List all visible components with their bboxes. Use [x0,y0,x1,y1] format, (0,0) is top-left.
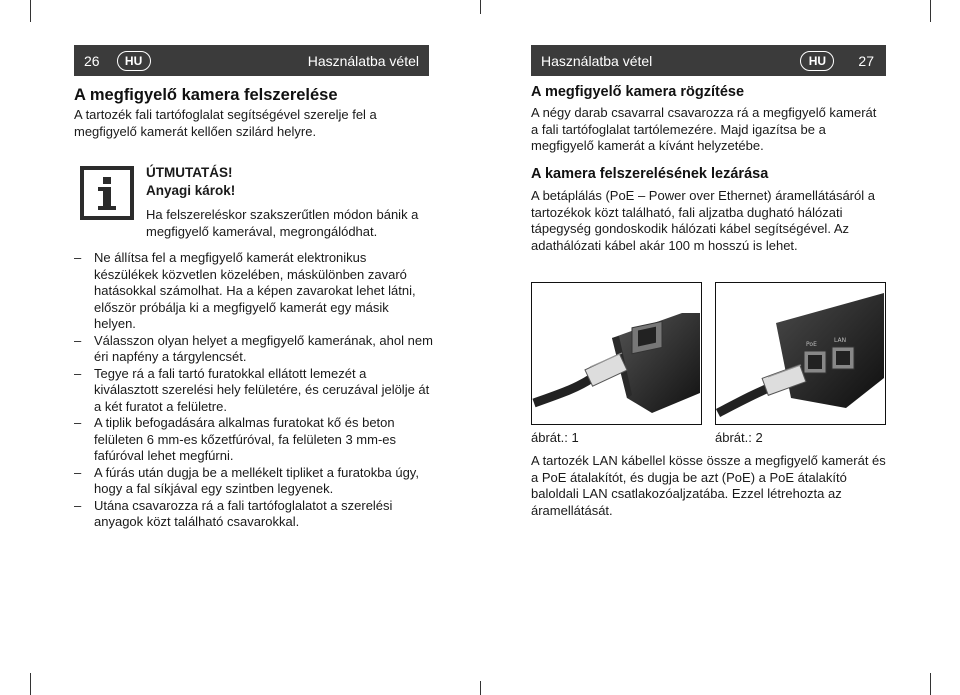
figure-2-caption: ábrát.: 2 [715,430,763,445]
figure-2 [715,282,886,425]
figure-1 [531,282,702,425]
crop-mark [930,673,931,695]
notice-text: Ha felszereléskor szakszerűtlen módon bánik a megfigyelő kamerával, megrongálódhat. [146,207,419,239]
section-title: A kamera felszerelésének lezárása [531,166,769,182]
port-label-poe: PoE [806,341,817,348]
figure-1-caption: ábrát.: 1 [531,430,579,445]
cable-connector-illustration [532,283,700,423]
list-item: – A fúrás után dugja be a mellékelt tipliket a furatokba úgy, hogy a fal síkjával egy szintben legyenek. [74,465,434,498]
language-badge: HU [800,51,834,71]
section-title: A megfigyelő kamera felszerelése [74,86,338,104]
section-title: A megfigyelő kamera rögzítése [531,84,745,100]
header-title: Használatba vétel [307,52,419,69]
right-page-header [531,45,886,76]
crop-mark [480,0,481,14]
list-item: – Válasszon olyan helyet a megfigyelő kamerának, ahol nem éri napfény a tárgylencsét. [74,333,434,366]
poe-adapter-illustration [716,283,884,423]
notice-subtitle: Anyagi károk! [146,183,236,198]
instruction-list [74,250,434,531]
notice-box [80,166,435,246]
page-number: 27 [858,52,874,69]
info-icon [80,166,134,220]
list-item: – Ne állítsa fel a megfigyelő kamerát elektronikus készülékek közvetlen közelében, máskülönben zavaró hatásokkal számolhat. Ha a képen zavarokat lehet látni, először próbálja ki a megfigyelő kamerát egy másik helyen. [74,250,434,333]
header-title: Használatba vétel [541,52,653,69]
closing-text: A tartozék LAN kábellel kösse össze a megfigyelő kamerát és a PoE átalakítót, és dugja be azt (PoE) a PoE átalakító baloldali LAN csatlakozóaljzatába. Ezzel létrehozta az áramellátását. [531,453,886,518]
crop-mark [30,673,31,695]
port-label-lan: LAN [834,337,847,344]
crop-mark [480,681,481,695]
notice-title: ÚTMUTATÁS! [146,165,233,180]
section-text: A betáplálás (PoE – Power over Ethernet) áramellátásáról a tartozékok közt található, fali aljzatba dugható hálózati tápegység gondoskodik hálózati kábel segítségével. Az adathálózati kábel akár 100 m hosszú is lehet. [531,188,875,253]
left-page-header [74,45,429,76]
section-text: A négy darab csavarral csavarozza rá a megfigyelő kamerát a fali tartófoglalat tartólemezére. Majd igazítsa be a megfigyelő kamerát a kívánt helyzetébe. [531,105,877,153]
list-item: – Utána csavarozza rá a fali tartófoglalatot a szerelési anyagok közt található csavarokkal. [74,498,434,531]
crop-mark [30,0,31,22]
intro-text: A tartozék fali tartófoglalat segítségével szerelje fel a megfigyelő kamerát kellően szilárd helyre. [74,107,377,139]
list-item: – A tiplik befogadására alkalmas furatokat kő és beton felületen 6 mm-es kőzetfúróval, fa felületen 3 mm-es fafúróval lehet megfúrni. [74,415,434,465]
crop-mark [930,0,931,22]
page-number: 26 [84,52,100,69]
list-item: – Tegye rá a fali tartó furatokkal ellátott lemezét a kiválasztott szerelési hely felületére, és ceruzával jelölje át a két furatot a felületre. [74,366,434,416]
language-badge: HU [117,51,151,71]
